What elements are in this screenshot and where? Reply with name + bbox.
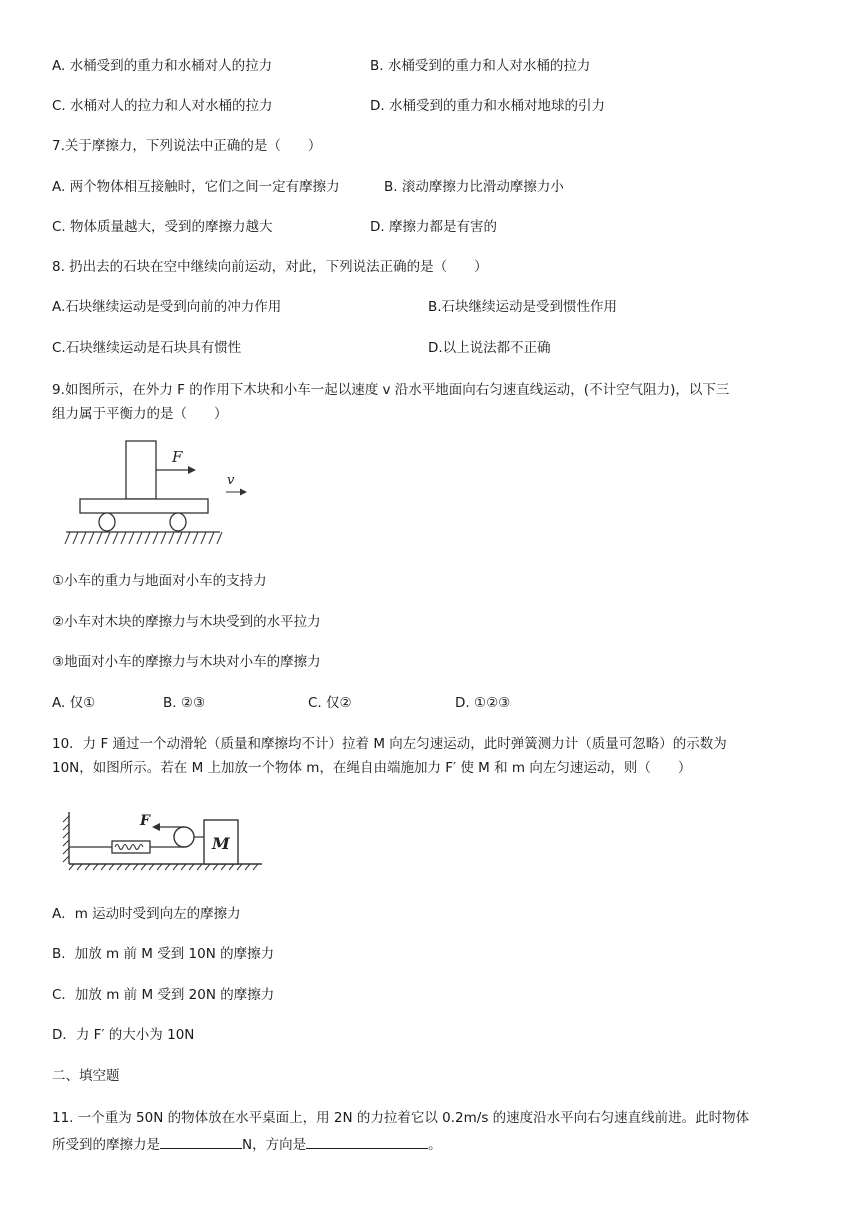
q11-text-part2: N，方向是 <box>242 1137 307 1153</box>
q6-option-a: A. 水桶受到的重力和水桶对人的拉力 <box>52 58 273 74</box>
q7-stem: 7.关于摩擦力，下列说法中正确的是（ ） <box>52 138 322 154</box>
q10-figure-pulley <box>60 806 270 876</box>
q9-stem-line1: 9.如图所示，在外力 F 的作用下木块和小车一起以速度 v 沿水平地面向右匀速直线运动，(不计空气阻力)，以下三 <box>52 382 730 398</box>
q10-option-d: D．力 F′ 的大小为 10N <box>52 1027 195 1043</box>
q8-option-b: B.石块继续运动是受到惯性作用 <box>428 299 618 315</box>
velocity-label: v <box>227 473 235 488</box>
q7-option-c: C. 物体质量越大，受到的摩擦力越大 <box>52 219 273 235</box>
force-arrow-head <box>152 823 160 831</box>
q9-option-a: A. 仅① <box>52 695 96 711</box>
section-title: 二、填空题 <box>52 1068 120 1084</box>
q9-item-3: ③地面对小车的摩擦力与木块对小车的摩擦力 <box>52 654 321 670</box>
force-label: F <box>172 448 183 466</box>
q6-option-d: D. 水桶受到的重力和水桶对地球的引力 <box>370 98 605 114</box>
q9-item-2: ②小车对木块的摩擦力与木块受到的水平拉力 <box>52 614 321 630</box>
wall-hatching <box>63 816 69 862</box>
q10-stem-line1: 10．力 F 通过一个动滑轮（质量和摩擦均不计）拉着 M 向左匀速运动，此时弹簧测力计（质量可忽略）的示数为 <box>52 736 727 752</box>
velocity-arrow-head <box>240 489 247 496</box>
q8-option-d: D.以上说法都不正确 <box>428 340 551 356</box>
ground-hatching <box>65 532 222 544</box>
q11-friction-blank[interactable] <box>160 1132 242 1149</box>
q9-option-d: D. ①②③ <box>455 695 511 711</box>
q9-figure-cart <box>60 440 260 552</box>
q11-line2 <box>52 1132 442 1155</box>
q11-text-part1: 所受到的摩擦力是 <box>52 1137 160 1153</box>
q11-line1: 11. 一个重为 50N 的物体放在水平桌面上，用 2N 的力拉着它以 0.2m/s 的速度沿水平向右匀速直线前进。此时物体 <box>52 1110 750 1126</box>
q9-option-c: C. 仅② <box>308 695 352 711</box>
floor-hatching <box>69 864 258 870</box>
q10-option-b: B．加放 m 前 M 受到 10N 的摩擦力 <box>52 946 275 962</box>
movable-pulley <box>174 827 194 847</box>
q7-option-a: A. 两个物体相互接触时，它们之间一定有摩擦力 <box>52 179 340 195</box>
wooden-block <box>126 441 156 499</box>
q10-option-a: A．m 运动时受到向左的摩擦力 <box>52 906 241 922</box>
q9-option-b: B. ②③ <box>163 695 206 711</box>
block-m-label: M <box>212 834 230 853</box>
q8-option-c: C.石块继续运动是石块具有惯性 <box>52 340 242 356</box>
q10-stem-line2: 10N，如图所示。若在 M 上加放一个物体 m，在绳自由端施加力 F′ 使 M 和 m 向左匀速运动，则（ ） <box>52 760 692 776</box>
q8-option-a: A.石块继续运动是受到向前的冲力作用 <box>52 299 282 315</box>
force-label: F <box>140 813 150 829</box>
cart-wheel-right <box>170 513 186 531</box>
q7-option-b: B. 滚动摩擦力比滑动摩擦力小 <box>384 179 564 195</box>
cart-wheel-left <box>99 513 115 531</box>
q6-option-c: C. 水桶对人的拉力和人对水桶的拉力 <box>52 98 273 114</box>
cart-body <box>80 499 208 513</box>
q10-option-c: C．加放 m 前 M 受到 20N 的摩擦力 <box>52 987 275 1003</box>
q11-text-part3: 。 <box>428 1137 442 1153</box>
q9-item-1: ①小车的重力与地面对小车的支持力 <box>52 573 267 589</box>
q7-option-d: D. 摩擦力都是有害的 <box>370 219 497 235</box>
q6-option-b: B. 水桶受到的重力和人对水桶的拉力 <box>370 58 591 74</box>
force-arrow-head <box>188 466 196 474</box>
q8-stem: 8. 扔出去的石块在空中继续向前运动，对此，下列说法正确的是（ ） <box>52 259 488 275</box>
q11-direction-blank[interactable] <box>306 1132 428 1149</box>
q9-stem-line2: 组力属于平衡力的是（ ） <box>52 406 228 422</box>
